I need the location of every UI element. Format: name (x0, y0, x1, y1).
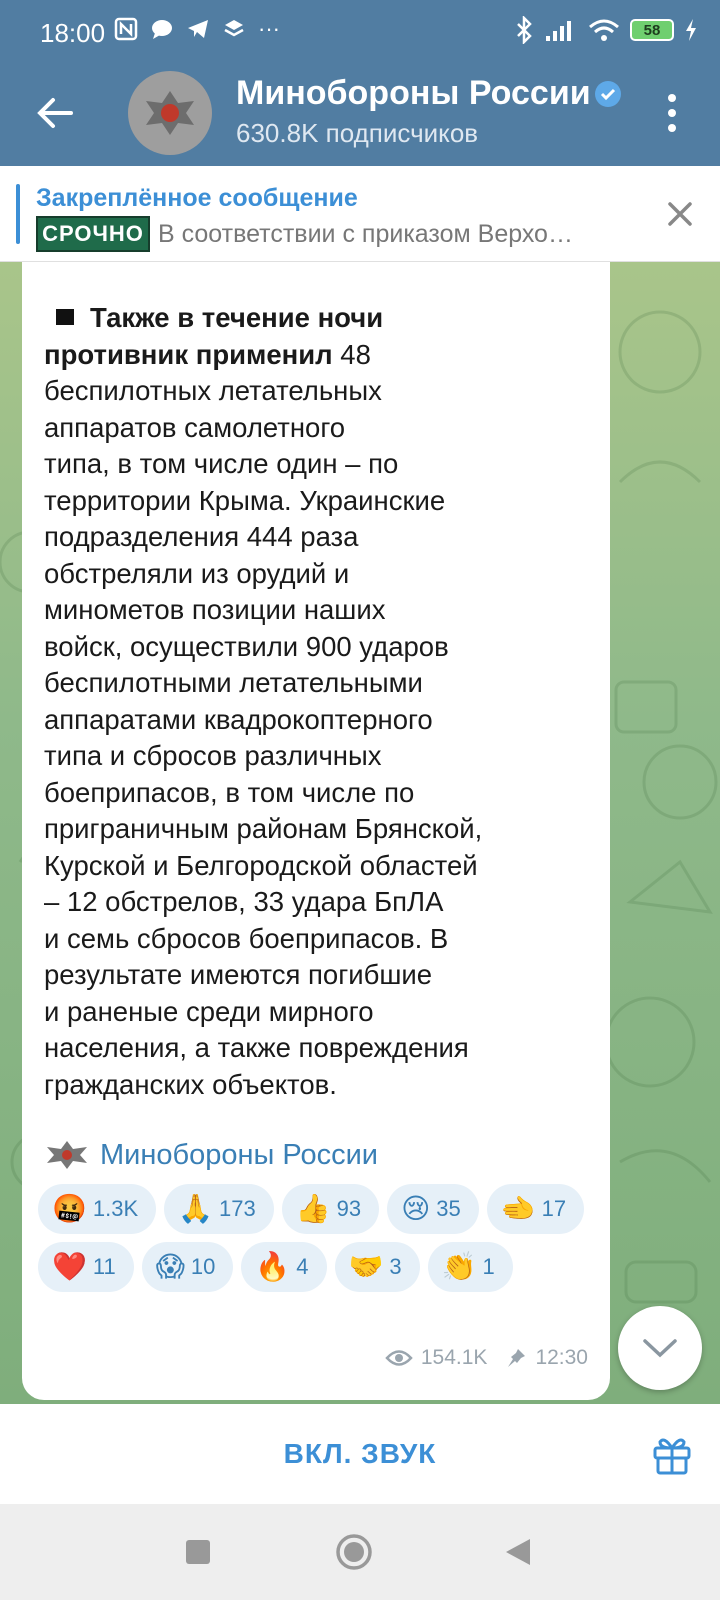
system-navigation-bar (0, 1504, 720, 1600)
handshake-icon: 🤝 (348, 1251, 384, 1282)
reaction-count: 1.3K (92, 1196, 139, 1221)
eye-icon (385, 1349, 413, 1367)
message-line: населения, а также повреждения (44, 1032, 469, 1063)
praying-hands-icon: 🙏 (178, 1193, 214, 1224)
message-line: подразделения 444 раза (44, 521, 359, 552)
telegram-icon (186, 17, 210, 41)
eagle-emblem-icon (44, 1138, 90, 1172)
home-button[interactable] (334, 1532, 374, 1572)
bullet-icon (56, 309, 74, 325)
chevron-down-icon (642, 1337, 678, 1359)
reaction-hand[interactable] (487, 1184, 584, 1234)
wifi-icon (588, 18, 620, 42)
signal-icon (544, 18, 578, 42)
message-line: гражданских объектов. (44, 1068, 337, 1100)
reaction-handshake[interactable] (335, 1242, 420, 1292)
message-line: обстреляли из орудий и (44, 557, 350, 589)
reaction-fire[interactable] (241, 1242, 326, 1292)
thumbs-up-icon: 👍 (295, 1193, 331, 1224)
reaction-cry[interactable] (387, 1184, 479, 1234)
bottom-action-bar (0, 1404, 720, 1504)
reaction-count: 11 (92, 1254, 116, 1279)
screaming-face-icon: 😱 (155, 1251, 185, 1282)
pinned-indicator (16, 184, 20, 244)
bluetooth-icon (514, 16, 534, 44)
reaction-angry[interactable] (38, 1184, 156, 1234)
heart-icon: ❤️ (52, 1251, 87, 1282)
kebab-dot (668, 109, 676, 117)
message-line: боеприпасов, в том числе по (44, 776, 415, 808)
message-line: – 12 обстрелов, 33 удара БпЛА (44, 886, 444, 917)
reaction-heart[interactable] (38, 1242, 134, 1292)
views-count: 154.1K (420, 1346, 488, 1369)
message-line: беспилотными летательными (44, 667, 423, 698)
fire-icon: 🔥 (255, 1251, 291, 1282)
message-line: и семь сбросов боеприпасов. В (44, 922, 449, 954)
more-menu-button[interactable] (652, 88, 692, 138)
channel-title[interactable]: Минобороны России (236, 74, 591, 112)
triangle-back-icon (504, 1537, 532, 1567)
message-text (44, 300, 584, 1103)
urgent-badge: СРОЧНО (36, 216, 150, 252)
kebab-dot (668, 94, 676, 102)
arrow-left-icon (37, 97, 73, 129)
message-line: типа, в том числе один – по (44, 448, 399, 479)
message-bold-1: Также в течение ночи (90, 302, 384, 333)
reactions-list (38, 1184, 598, 1292)
message-line: приграничным районам Брянской, (44, 813, 483, 844)
pinned-message-bar[interactable] (0, 166, 720, 262)
pin-icon (505, 1347, 527, 1369)
pinned-title: Закреплённое сообщение (36, 184, 358, 212)
crying-face-icon: 😢 (401, 1193, 431, 1224)
clapping-hands-icon: 👏 (441, 1251, 477, 1282)
pointing-hand-icon: 🫲 (500, 1193, 536, 1224)
gift-icon[interactable] (650, 1432, 694, 1476)
message-bold-2: противник применил (44, 338, 333, 370)
subscriber-count: 630.8K подписчиков (236, 118, 479, 148)
scroll-down-button[interactable] (618, 1306, 702, 1390)
message-line: Курской и Белгородской областей (44, 849, 478, 881)
back-button[interactable] (30, 88, 80, 138)
reaction-count: 3 (389, 1254, 402, 1279)
status-bar (0, 0, 720, 66)
system-icons (514, 16, 698, 44)
charging-icon (684, 18, 698, 42)
message-line: типа и сбросов различных (44, 740, 382, 771)
message-line: результате имеются погибшие (44, 959, 433, 990)
message-line: войск, осуществили 900 ударов (44, 630, 449, 662)
message-line: и раненые среди мирного (44, 995, 374, 1027)
battery-indicator: 58 (630, 19, 674, 41)
emblem-icon (140, 83, 200, 143)
close-icon[interactable] (662, 196, 698, 232)
chat-header (0, 66, 720, 166)
layers-icon (222, 17, 246, 41)
message-line: минометов позиции наших (44, 594, 386, 625)
channel-signature-link[interactable] (44, 1138, 378, 1172)
reaction-count: 173 (219, 1196, 256, 1221)
reaction-count: 17 (541, 1196, 567, 1221)
message-time: 12:30 (535, 1346, 588, 1369)
message-text-part: 48 (332, 338, 371, 370)
unmute-button[interactable]: ВКЛ. ЗВУК (283, 1438, 437, 1469)
reaction-count: 1 (482, 1254, 495, 1279)
reaction-count: 4 (296, 1254, 309, 1279)
channel-avatar[interactable] (128, 71, 212, 155)
reaction-count: 35 (436, 1196, 461, 1221)
signature-text: Минобороны России (100, 1138, 379, 1171)
recents-button[interactable] (178, 1532, 218, 1572)
circle-home-icon (335, 1533, 373, 1571)
message-bubble (22, 250, 610, 1400)
chat-icon (150, 17, 174, 41)
pinned-text: В соответствии с приказом Верхо… (158, 220, 573, 248)
message-line: беспилотных летательных (44, 375, 382, 406)
reaction-pray[interactable] (164, 1184, 274, 1234)
message-line: территории Крыма. Украинские (44, 484, 446, 516)
status-time: 18:00 (40, 18, 106, 48)
n-icon (114, 17, 138, 41)
reaction-count: 93 (336, 1196, 362, 1221)
verified-icon (594, 80, 622, 108)
reaction-scream[interactable] (142, 1242, 234, 1292)
message-line: аппаратов самолетного (44, 411, 346, 443)
angry-face-icon: 🤬 (52, 1193, 87, 1224)
kebab-dot (668, 124, 676, 132)
reaction-count: 10 (190, 1254, 216, 1279)
back-nav-button[interactable] (498, 1532, 538, 1572)
notification-icons (114, 16, 280, 42)
reaction-thumbs-up[interactable] (282, 1184, 379, 1234)
more-dots-icon: ··· (258, 16, 280, 41)
square-icon (185, 1539, 211, 1565)
reaction-clap[interactable] (428, 1242, 513, 1292)
message-line: аппаратами квадрокоптерного (44, 703, 433, 735)
message-meta (385, 1346, 588, 1370)
